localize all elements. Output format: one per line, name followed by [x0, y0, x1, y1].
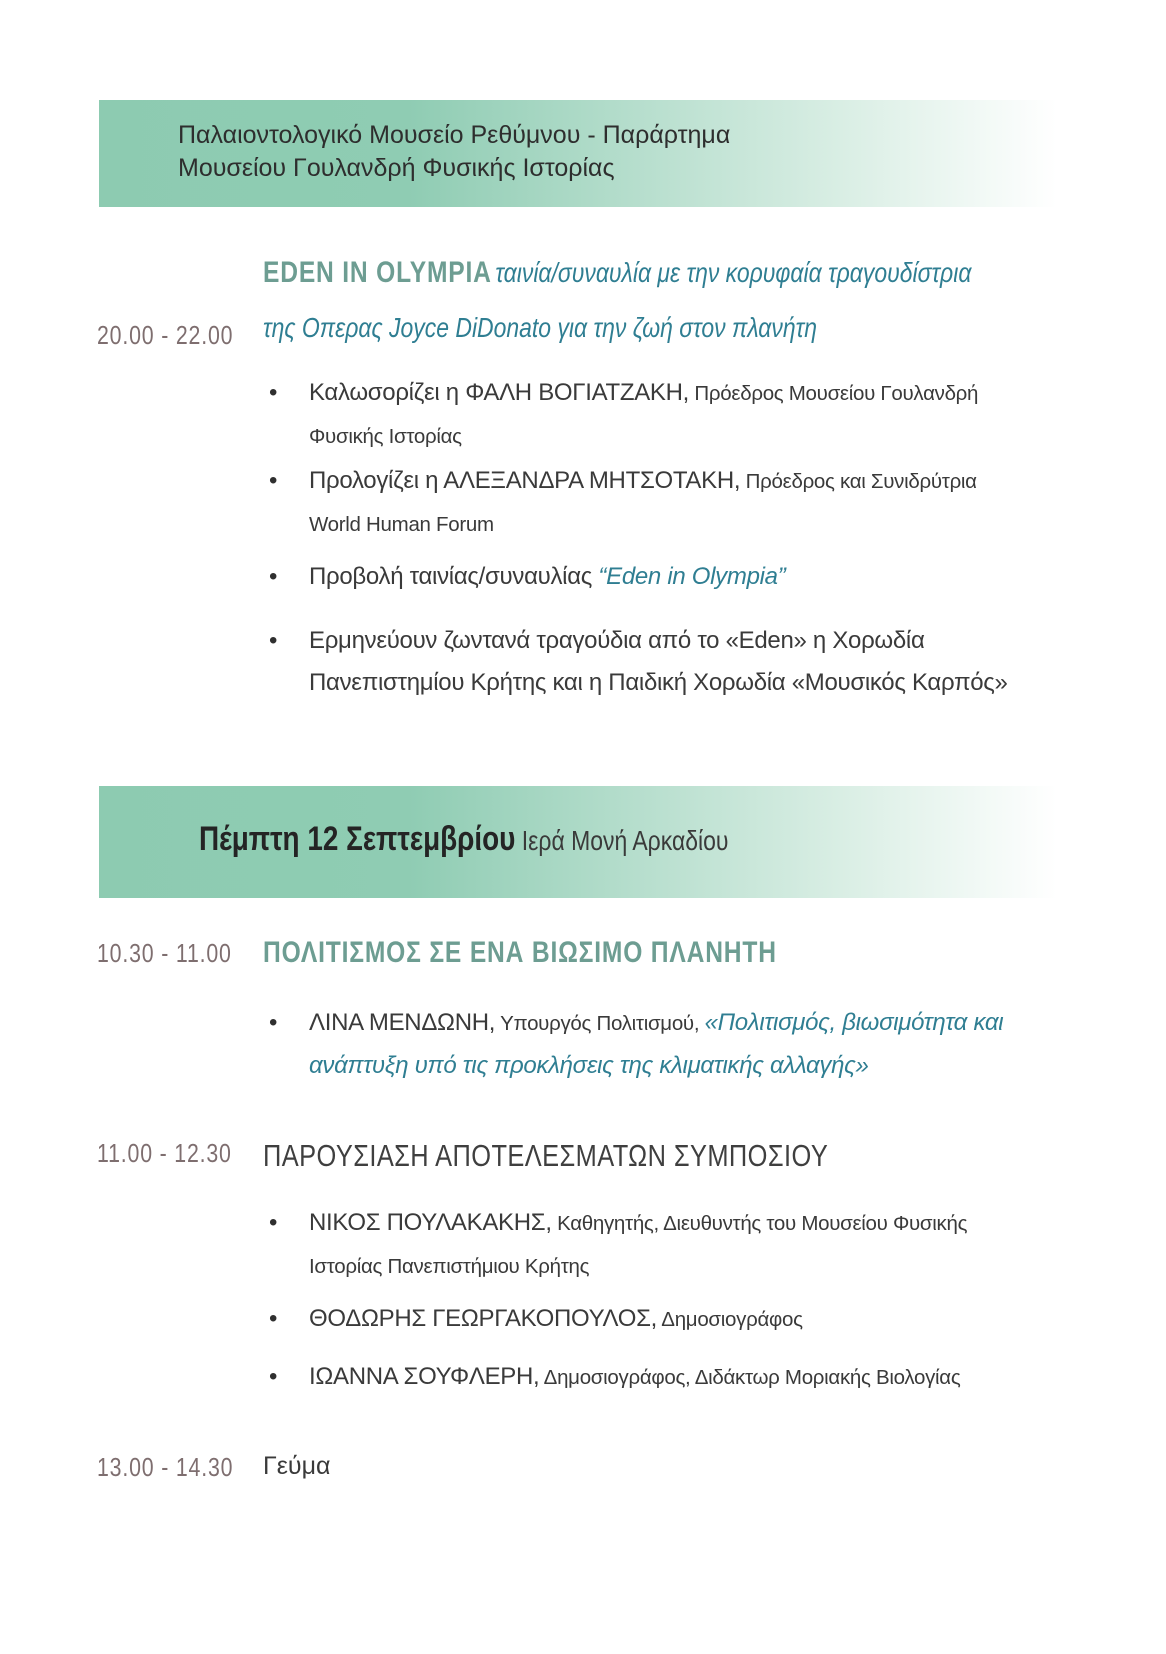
speaker-role: Καθηγητής, Διευθυντής του Μουσείου Φυσικής Ιστορίας Πανεπιστήμιου Κρήτης — [309, 1212, 968, 1278]
session1-time: 10.30 - 11.00 — [97, 938, 232, 968]
session2-bullet-georgakopoulos — [263, 1298, 1009, 1341]
bullet-dot-icon: • — [269, 379, 278, 406]
evening-bullet-welcome — [263, 372, 1009, 458]
venue-banner-line2: Μουσείου Γουλανδρή Φυσικής Ιστορίας — [178, 154, 615, 182]
speaker-name: ΘΟΔΩΡΗΣ ΓΕΩΡΓΑΚΟΠΟΥΛΟΣ, — [309, 1305, 658, 1332]
session1-bullet-minister — [263, 1002, 1009, 1087]
choirs-text: Ερμηνεύουν ζωντανά τραγούδια από το «Eden» η Χορωδία Πανεπιστημίου Κρήτης και η Παιδική Χορωδία «Μουσικός Καρπός» — [309, 627, 1008, 696]
speaker-lead: Προλογίζει η ΑΛΕΞΑΝΔΡΑ ΜΗΤΣΟΤΑΚΗ, — [309, 467, 741, 494]
evening-event-title: EDEN IN OLYMPIA — [263, 256, 492, 289]
evening-bullet-choirs — [263, 620, 1009, 704]
bullet-dot-icon: • — [269, 1305, 278, 1332]
day-banner — [99, 786, 1129, 898]
session2-bullet-soufleri — [263, 1356, 1009, 1399]
bullet-dot-icon: • — [269, 467, 278, 494]
session2-heading: ΠΑΡΟΥΣΙΑΣΗ ΑΠΟΤΕΛΕΣΜΑΤΩΝ ΣΥΜΠΟΣΙΟΥ — [263, 1138, 829, 1173]
bullet-dot-icon: • — [269, 1363, 278, 1390]
day-banner-date: Πέμπτη 12 Σεπτεμβρίου — [199, 820, 516, 858]
session2-time: 11.00 - 12.30 — [97, 1138, 232, 1168]
bullet-dot-icon: • — [269, 563, 278, 590]
screening-lead: Προβολή ταινίας/συναυλίας — [309, 563, 599, 590]
day-banner-text — [199, 820, 728, 859]
bullet-dot-icon: • — [269, 1009, 278, 1036]
day-banner-venue: Ιερά Μονή Αρκαδίου — [515, 825, 729, 856]
speaker-name: ΙΩΑΝΝΑ ΣΟΥΦΛΕΡΗ, — [309, 1363, 540, 1390]
session1-heading: ΠΟΛΙΤΙΣΜΟΣ ΣΕ ΕΝΑ ΒΙΩΣΙΜΟ ΠΛΑΝΗΤΗ — [263, 936, 777, 969]
speaker-name: ΛΙΝΑ ΜΕΝΔΩΝΗ, — [309, 1009, 496, 1036]
evening-event-time: 20.00 - 22.00 — [97, 320, 234, 350]
speaker-role: Πρόεδρος Μουσείου Γουλανδρή Φυσικής Ιστορίας — [309, 382, 979, 448]
evening-event-title-block — [263, 248, 1083, 358]
lunch-label: Γεύμα — [263, 1452, 331, 1480]
lunch-time: 13.00 - 14.30 — [97, 1452, 234, 1482]
speaker-role: Δημοσιογράφος, Διδάκτωρ Μοριακής Βιολογίας — [539, 1366, 961, 1389]
bullet-dot-icon: • — [269, 627, 278, 654]
venue-banner — [99, 100, 1129, 207]
talk-title: «Πολιτισμός, βιωσιμότητα και ανάπτυξη υπό τις προκλήσεις της κλιματικής αλλαγής» — [309, 1009, 1004, 1079]
bullet-dot-icon: • — [269, 1209, 278, 1236]
evening-bullet-screening — [263, 556, 1009, 598]
session2-bullet-poulakakis — [263, 1202, 1009, 1288]
speaker-role: Πρόεδρος και Συνιδρύτρια World Human Forum — [309, 470, 977, 536]
speaker-role: Υπουργός Πολιτισμού, — [495, 1012, 705, 1035]
evening-event-subtitle-line2: της Οπερας Joyce DiDonato για την ζωή στον πλανήτη — [263, 312, 817, 343]
venue-banner-line1: Παλαιοντολογικό Μουσείο Ρεθύμνου - Παράρτημα — [178, 121, 731, 149]
speaker-lead: Καλωσορίζει η ΦΑΛΗ ΒΟΓΙΑΤΖΑΚΗ, — [309, 379, 690, 406]
speaker-name: ΝΙΚΟΣ ΠΟΥΛΑΚΑΚΗΣ, — [309, 1209, 552, 1236]
speaker-role: Δημοσιογράφος — [657, 1308, 803, 1331]
film-title: “Eden in Olympia” — [598, 563, 786, 590]
evening-event-subtitle-line1: ταινία/συναυλία με την κορυφαία τραγουδίστρια — [495, 257, 972, 288]
evening-bullet-prologue — [263, 460, 1009, 546]
venue-banner-text — [178, 119, 730, 185]
